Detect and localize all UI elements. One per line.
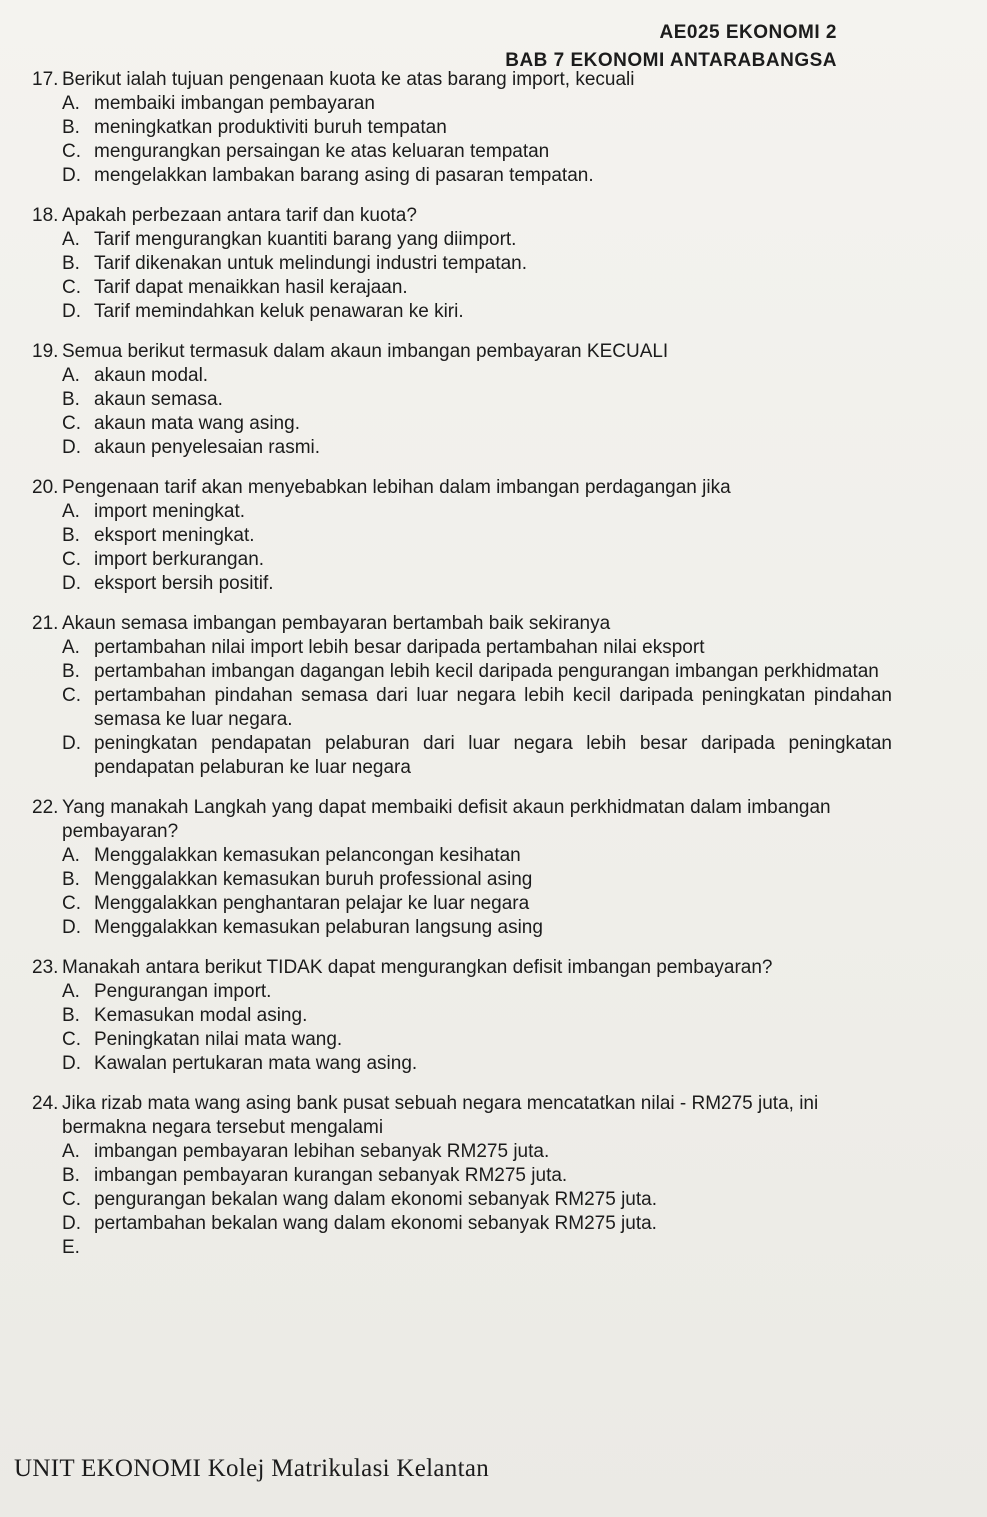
option-a — [62, 92, 892, 116]
question-18 — [32, 204, 892, 324]
option-letter: E. — [62, 1237, 80, 1258]
option-list — [62, 92, 892, 188]
option-letter: D. — [62, 437, 81, 458]
option-d — [62, 1052, 892, 1076]
option-list — [62, 636, 892, 780]
question-number: 24. — [32, 1093, 59, 1114]
option-list — [62, 1140, 892, 1260]
option-a — [62, 500, 892, 524]
option-a — [62, 228, 892, 252]
question-number: 18. — [32, 205, 59, 226]
option-c — [62, 276, 892, 300]
option-letter: A. — [62, 1141, 80, 1162]
chapter-title: BAB 7 EKONOMI ANTARABANGSA — [505, 50, 837, 71]
option-letter: C. — [62, 685, 81, 706]
question-17 — [32, 68, 892, 188]
option-letter: A. — [62, 365, 80, 386]
option-letter: B. — [62, 525, 80, 546]
option-c — [62, 548, 892, 572]
option-d — [62, 732, 892, 780]
question-stem: Jika rizab mata wang asing bank pusat sebuah negara mencatatkan nilai - RM275 juta, ini bermakna negara tersebut mengalami — [62, 1093, 819, 1138]
question-22 — [32, 796, 892, 940]
question-stem: Pengenaan tarif akan menyebabkan lebihan dalam imbangan perdagangan jika — [62, 477, 731, 498]
option-a — [62, 636, 892, 660]
option-text: Tarif memindahkan keluk penawaran ke kiri. — [94, 301, 464, 322]
option-b — [62, 868, 892, 892]
option-b — [62, 116, 892, 140]
option-text: eksport meningkat. — [94, 525, 255, 546]
option-letter: A. — [62, 229, 80, 250]
option-text: Menggalakkan kemasukan pelaburan langsung asing — [94, 917, 543, 938]
question-number: 17. — [32, 69, 59, 90]
question-number: 20. — [32, 477, 59, 498]
option-text: Tarif dapat menaikkan hasil kerajaan. — [94, 277, 408, 298]
option-letter: C. — [62, 893, 81, 914]
option-text: import meningkat. — [94, 501, 246, 522]
option-b — [62, 524, 892, 548]
option-text: Pengurangan import. — [94, 981, 272, 1002]
option-a — [62, 980, 892, 1004]
option-text: imbangan pembayaran lebihan sebanyak RM275 juta. — [94, 1141, 550, 1162]
option-e — [62, 1236, 892, 1260]
footer-unit-name: UNIT EKONOMI Kolej Matrikulasi Kelantan — [14, 1455, 490, 1482]
option-letter: B. — [62, 661, 80, 682]
option-d — [62, 300, 892, 324]
option-letter: C. — [62, 141, 81, 162]
option-letter: B. — [62, 117, 80, 138]
option-a — [62, 364, 892, 388]
option-text: Tarif dikenakan untuk melindungi industri tempatan. — [94, 253, 528, 274]
option-c — [62, 892, 892, 916]
option-list — [62, 844, 892, 940]
option-letter: D. — [62, 733, 81, 754]
option-text — [94, 1236, 892, 1260]
option-list — [62, 364, 892, 460]
option-letter: A. — [62, 981, 80, 1002]
option-letter: D. — [62, 917, 81, 938]
option-text: imbangan pembayaran kurangan sebanyak RM275 juta. — [94, 1165, 568, 1186]
question-23 — [32, 956, 892, 1076]
option-b — [62, 1164, 892, 1188]
option-text: Kawalan pertukaran mata wang asing. — [94, 1053, 418, 1074]
option-letter: B. — [62, 869, 80, 890]
option-text: akaun modal. — [94, 365, 209, 386]
option-text: peningkatan pendapatan pelaburan dari luar negara lebih besar daripada peningkatan pendapatan pelaburan ke luar negara — [94, 733, 892, 778]
option-text: Menggalakkan kemasukan buruh professional asing — [94, 869, 533, 890]
option-letter: D. — [62, 301, 81, 322]
question-number: 23. — [32, 957, 59, 978]
option-letter: C. — [62, 413, 81, 434]
question-stem: Apakah perbezaan antara tarif dan kuota? — [62, 205, 417, 226]
option-letter: D. — [62, 1213, 81, 1234]
option-b — [62, 388, 892, 412]
question-20 — [32, 476, 892, 596]
option-list — [62, 228, 892, 324]
option-letter: A. — [62, 501, 80, 522]
question-stem: Manakah antara berikut TIDAK dapat mengurangkan defisit imbangan pembayaran? — [62, 957, 773, 978]
option-list — [62, 500, 892, 596]
option-b — [62, 252, 892, 276]
option-b — [62, 1004, 892, 1028]
option-letter: D. — [62, 1053, 81, 1074]
option-text: pertambahan imbangan dagangan lebih kecil daripada pengurangan imbangan perkhidmatan — [94, 661, 879, 682]
option-letter: C. — [62, 549, 81, 570]
question-21 — [32, 612, 892, 780]
option-letter: C. — [62, 1029, 81, 1050]
option-text: mengurangkan persaingan ke atas keluaran tempatan — [94, 141, 550, 162]
course-code: AE025 EKONOMI 2 — [659, 22, 837, 43]
option-d — [62, 1212, 892, 1236]
option-d — [62, 164, 892, 188]
option-text: Peningkatan nilai mata wang. — [94, 1029, 343, 1050]
option-text: Menggalakkan penghantaran pelajar ke luar negara — [94, 893, 530, 914]
option-letter: A. — [62, 93, 80, 114]
option-a — [62, 1140, 892, 1164]
option-text: eksport bersih positif. — [94, 573, 274, 594]
option-d — [62, 916, 892, 940]
question-number: 22. — [32, 797, 59, 818]
question-19 — [32, 340, 892, 460]
option-text: akaun semasa. — [94, 389, 223, 410]
option-text: membaiki imbangan pembayaran — [94, 93, 375, 114]
option-text: meningkatkan produktiviti buruh tempatan — [94, 117, 447, 138]
option-c — [62, 1028, 892, 1052]
option-letter: C. — [62, 277, 81, 298]
option-list — [62, 980, 892, 1076]
option-letter: A. — [62, 637, 80, 658]
option-c — [62, 140, 892, 164]
option-letter: C. — [62, 1189, 81, 1210]
question-stem: Berikut ialah tujuan pengenaan kuota ke atas barang import, kecuali — [62, 69, 635, 90]
document-header — [505, 22, 837, 72]
option-d — [62, 572, 892, 596]
question-number: 19. — [32, 341, 59, 362]
option-letter: D. — [62, 573, 81, 594]
option-a — [62, 844, 892, 868]
option-c — [62, 1188, 892, 1212]
option-text: Kemasukan modal asing. — [94, 1005, 308, 1026]
option-text: Menggalakkan kemasukan pelancongan kesihatan — [94, 845, 521, 866]
option-letter: D. — [62, 165, 81, 186]
option-text: pertambahan bekalan wang dalam ekonomi sebanyak RM275 juta. — [94, 1213, 657, 1234]
option-text: Tarif mengurangkan kuantiti barang yang diimport. — [94, 229, 517, 250]
option-text: pertambahan nilai import lebih besar daripada pertambahan nilai eksport — [94, 637, 705, 658]
option-d — [62, 436, 892, 460]
question-stem: Yang manakah Langkah yang dapat membaiki defisit akaun perkhidmatan dalam imbangan pembayaran? — [62, 797, 831, 842]
question-list — [32, 68, 892, 1276]
option-c — [62, 684, 892, 732]
option-text: akaun penyelesaian rasmi. — [94, 437, 321, 458]
question-stem: Semua berikut termasuk dalam akaun imbangan pembayaran KECUALI — [62, 341, 669, 362]
option-text: mengelakkan lambakan barang asing di pasaran tempatan. — [94, 165, 594, 186]
option-letter: B. — [62, 1165, 80, 1186]
option-text: import berkurangan. — [94, 549, 265, 570]
question-24 — [32, 1092, 892, 1260]
option-b — [62, 660, 892, 684]
option-text: akaun mata wang asing. — [94, 413, 300, 434]
option-text: pertambahan pindahan semasa dari luar negara lebih kecil daripada peningkatan pindahan semasa ke luar negara. — [94, 685, 892, 730]
question-number: 21. — [32, 613, 59, 634]
option-letter: B. — [62, 389, 80, 410]
option-c — [62, 412, 892, 436]
question-stem: Akaun semasa imbangan pembayaran bertambah baik sekiranya — [62, 613, 611, 634]
option-letter: B. — [62, 253, 80, 274]
option-letter: A. — [62, 845, 80, 866]
option-letter: B. — [62, 1005, 80, 1026]
option-text: pengurangan bekalan wang dalam ekonomi sebanyak RM275 juta. — [94, 1189, 657, 1210]
